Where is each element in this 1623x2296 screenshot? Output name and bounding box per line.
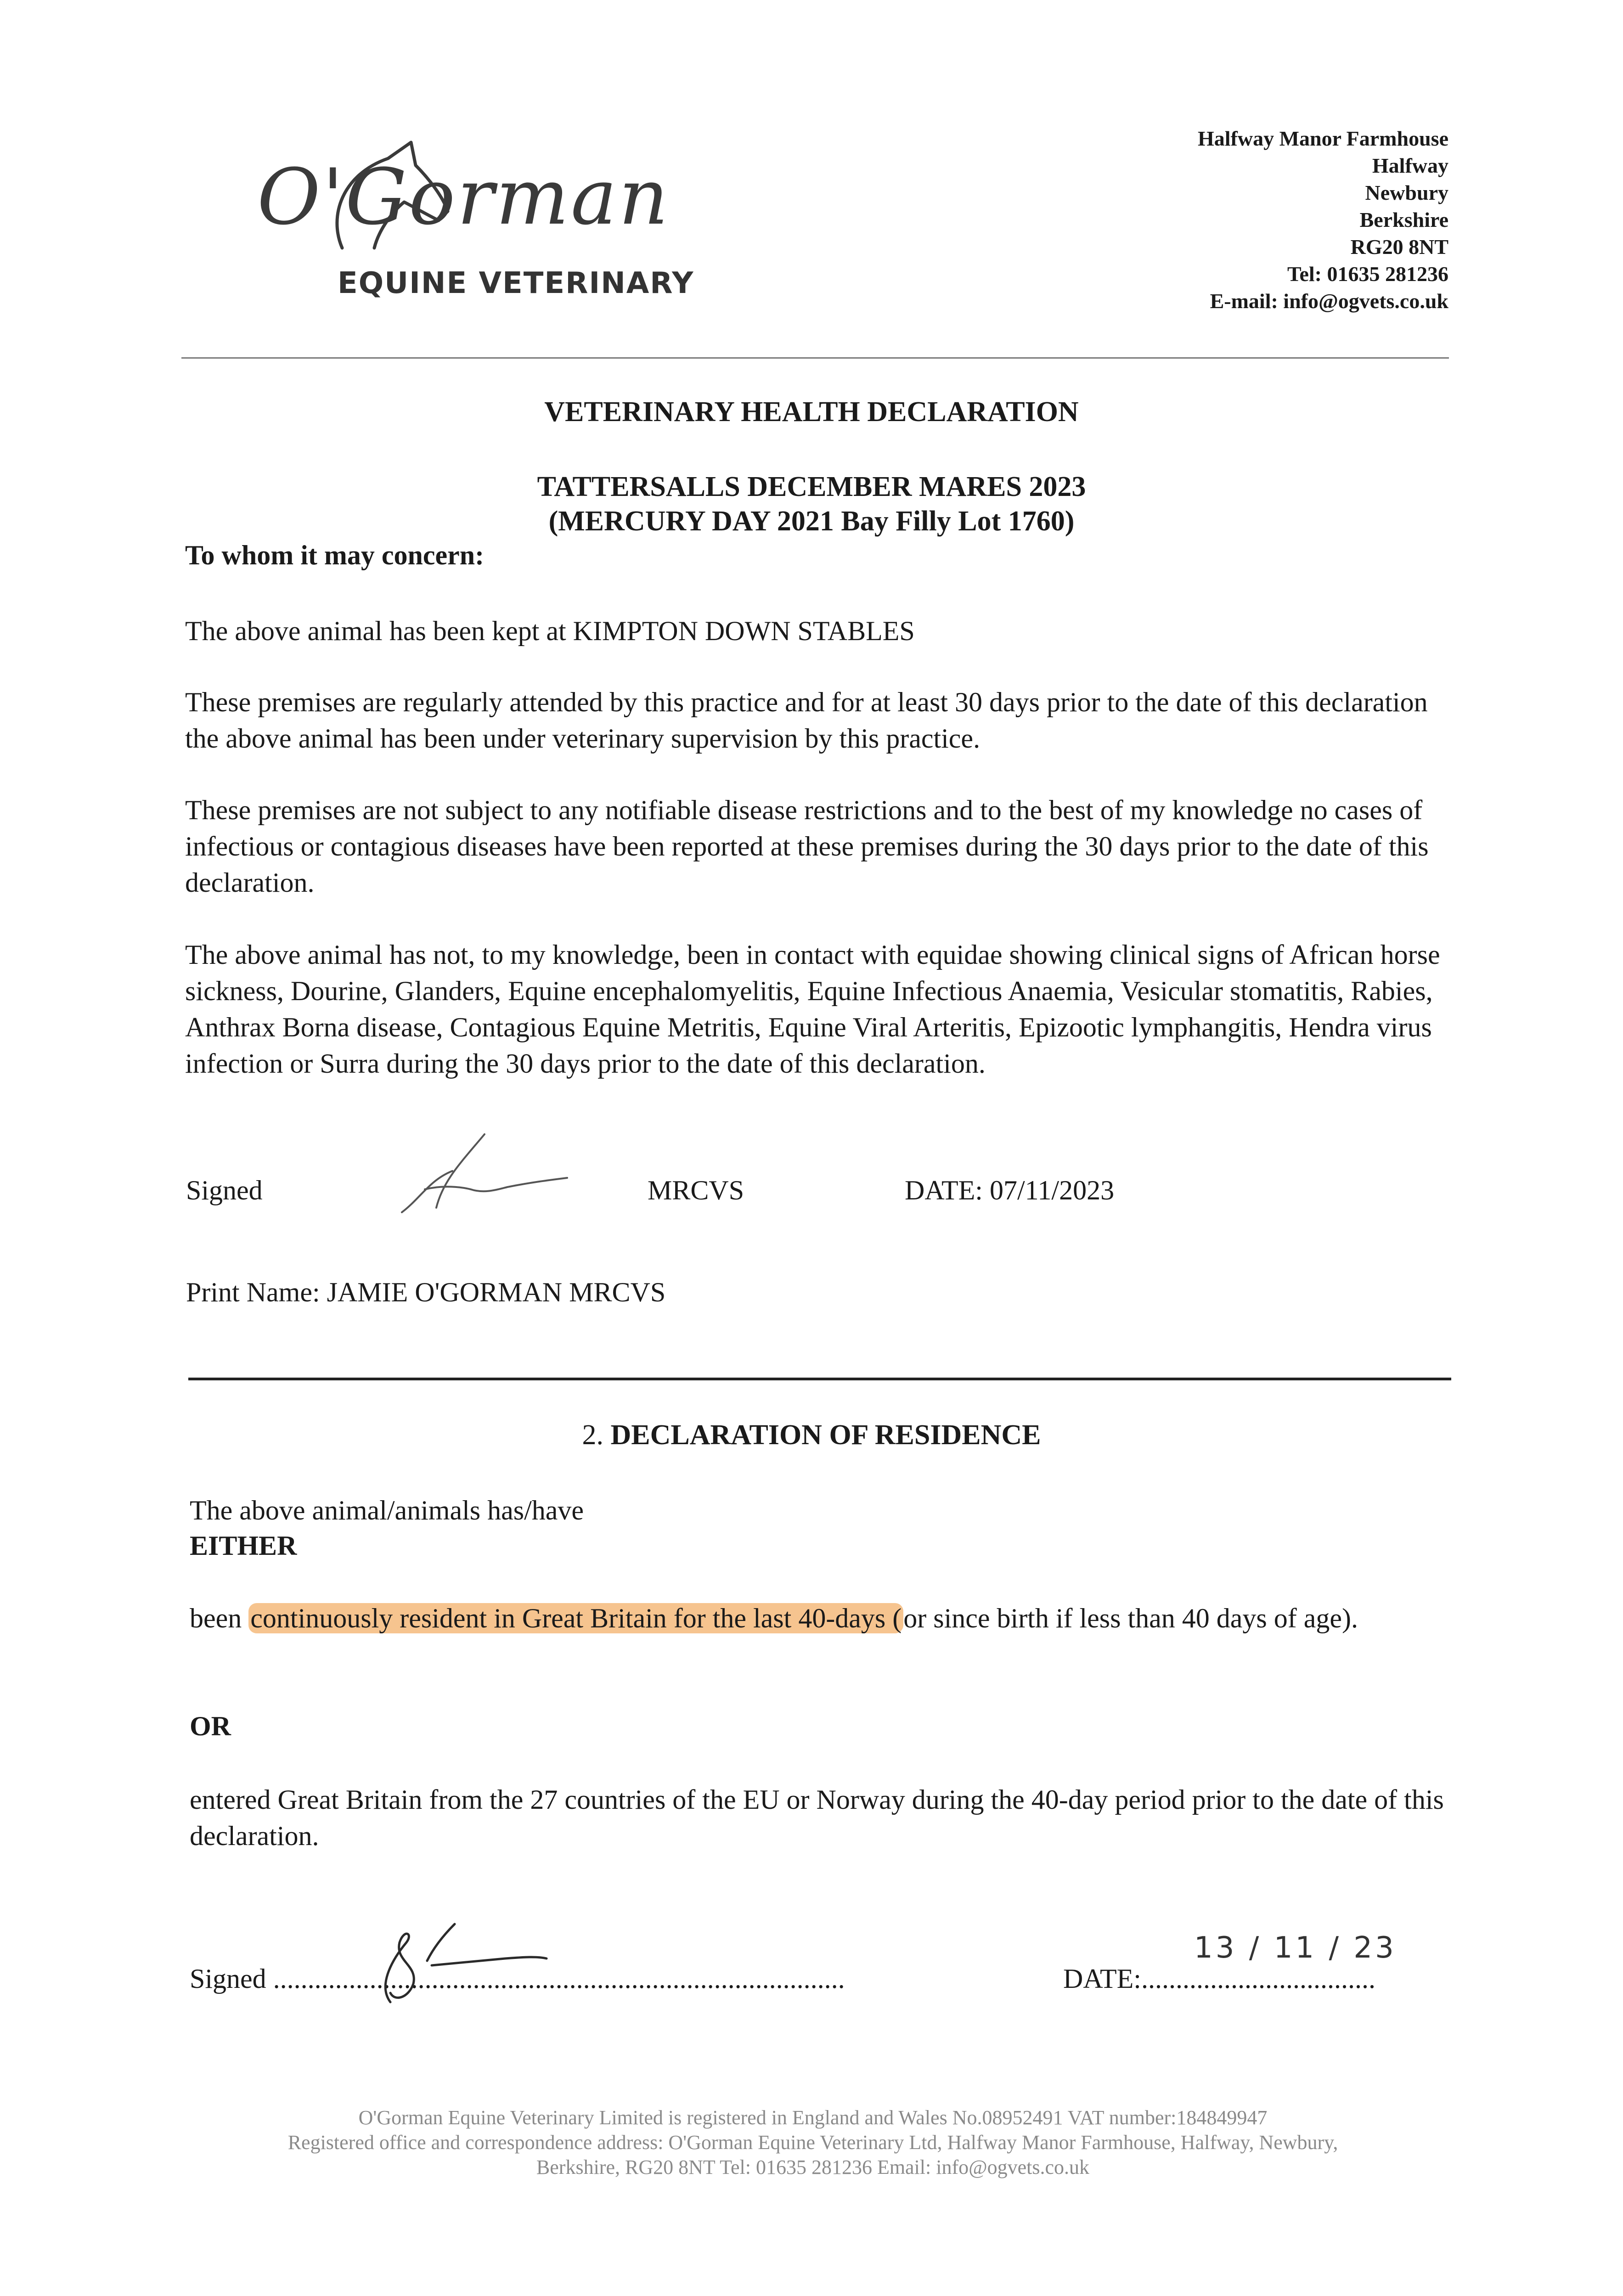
telephone-line: Tel: 01635 281236 <box>1287 262 1448 286</box>
print-name: Print Name: JAMIE O'GORMAN MRCVS <box>186 1277 666 1307</box>
residence-title: DECLARATION OF RESIDENCE <box>610 1419 1041 1451</box>
residence-option-1 <box>190 1600 1457 1637</box>
company-registration-footer <box>138 2105 1488 2180</box>
paragraph-restrictions: These premises are not subject to any notifiable disease restrictions and to the best of my knowledge no cases of infectious or contagious diseases have been reported at these premises during the 30 days prior to the date of this declaration. <box>185 795 1429 898</box>
address-line: Halfway Manor Farmhouse <box>1197 127 1448 150</box>
or-label: OR <box>190 1711 231 1741</box>
handwritten-date: 13 / 11 / 23 <box>1194 1931 1397 1965</box>
residence-option-2: entered Great Britain from the 27 countries of the EU or Norway during the 40-day period prior to the date of this declaration. <box>190 1784 1444 1851</box>
practice-address <box>1198 125 1448 315</box>
either-label: EITHER <box>190 1531 297 1561</box>
footer-line: Berkshire, RG20 8NT Tel: 01635 281236 Email: info@ogvets.co.uk <box>536 2156 1090 2178</box>
residence-date-line <box>1063 1961 1375 1997</box>
residence-intro: The above animal/animals has/have <box>190 1495 584 1525</box>
footer-line: O'Gorman Equine Veterinary Limited is registered in England and Wales No.08952491 VAT number:184849947 <box>358 2106 1268 2129</box>
company-logo-wordmark: O'Gorman <box>257 152 671 242</box>
address-line: Newbury <box>1365 181 1448 204</box>
lot-title: (MERCURY DAY 2021 Bay Filly Lot 1760) <box>548 506 1075 537</box>
declaration-title: VETERINARY HEALTH DECLARATION <box>544 396 1079 428</box>
address-line: Berkshire <box>1359 208 1448 231</box>
date-dots: .................................. <box>1141 1964 1375 1994</box>
section-divider <box>188 1378 1451 1380</box>
declaration-date: DATE: 07/11/2023 <box>905 1175 1115 1205</box>
horse-head-logo-icon <box>324 138 462 257</box>
mrcvs-label: MRCVS <box>648 1175 744 1205</box>
company-tagline: EQUINE VETERINARY <box>338 266 694 300</box>
section-number: 2. <box>582 1419 603 1451</box>
residence-signed-label: Signed <box>190 1964 266 1994</box>
option-1-prefix: been <box>190 1603 249 1633</box>
footer-line: Registered office and correspondence address: O'Gorman Equine Veterinary Ltd, Halfway Manor Farmhouse, Halfway, Newbury, <box>287 2131 1338 2154</box>
email-line: E-mail: info@ogvets.co.uk <box>1210 289 1448 313</box>
highlighted-text: continuously resident in Great Britain for the last 40-days ( <box>248 1603 903 1633</box>
residence-signature <box>363 1915 556 2007</box>
residence-heading <box>0 1419 1623 1452</box>
paragraph-supervision: These premises are regularly attended by this practice and for at least 30 days prior to the date of this declaration the above animal has been under veterinary supervision by this practice. <box>185 687 1428 754</box>
signature-dots: ................................................................................... <box>273 1964 845 1994</box>
residence-date-label: DATE: <box>1063 1964 1141 1994</box>
salutation: To whom it may concern: <box>185 540 485 570</box>
signed-label: Signed <box>186 1175 263 1205</box>
paragraph-premises: The above animal has been kept at KIMPTON DOWN STABLES <box>185 616 915 646</box>
sale-title: TATTERSALLS DECEMBER MARES 2023 <box>537 471 1086 502</box>
address-line: RG20 8NT <box>1350 235 1448 259</box>
vet-signature <box>393 1130 576 1231</box>
paragraph-contact: The above animal has not, to my knowledge, been in contact with equidae showing clinical signs of African horse sickness, Dourine, Glanders, Equine encephalomyelitis, Equine Infectious Anaemia, Vesicular stomatitis, Rabies, Anthrax Borna disease, Contagious Equine Metritis, Equine Viral Arteritis, Epizootic lymphangitis, Hendra virus infection or Surra during the 30 days prior to the date of this declaration. <box>185 940 1440 1079</box>
option-1-suffix: or since birth if less than 40 days of age). <box>903 1603 1358 1633</box>
address-line: Halfway <box>1372 154 1448 177</box>
header-divider <box>181 357 1449 359</box>
